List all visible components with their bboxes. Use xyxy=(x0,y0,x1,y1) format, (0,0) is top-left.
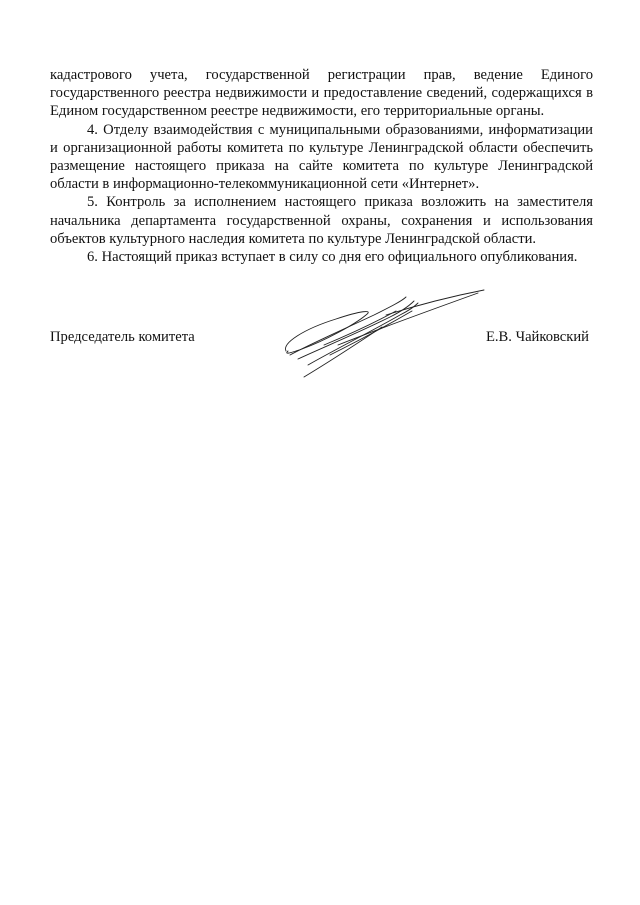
paragraph-6: 6. Настоящий приказ вступает в силу со дня его официального опубликования. xyxy=(87,249,578,266)
paragraph-5: 5. Контроль за исполнением настоящего приказа возложить на заместителя начальника департамента государственной охраны, сохранения и использования объектов культурного наследия комитета по культуре Ленинградской области. xyxy=(50,194,593,247)
paragraph-4: 4. Отделу взаимодействия с муниципальными образованиями, информатизации и организационной работы комитета по культуре Ленинградской области обеспечить размещение настоящего приказа на сайте комитета по культуре Ленинградской области в информационно-телекоммуникационной сети «Интернет». xyxy=(50,121,593,193)
handwritten-signature xyxy=(278,285,488,380)
signer-name: Е.В. Чайковский xyxy=(485,329,589,345)
document-body xyxy=(50,66,593,266)
signer-title: Председатель комитета xyxy=(50,329,195,345)
paragraph-continuation: кадастрового учета, государственной регистрации прав, ведение Единого государственного реестра недвижимости и предоставление сведений, содержащихся в Едином государственном реестре недвижимости, его территориальные органы. xyxy=(50,67,593,120)
